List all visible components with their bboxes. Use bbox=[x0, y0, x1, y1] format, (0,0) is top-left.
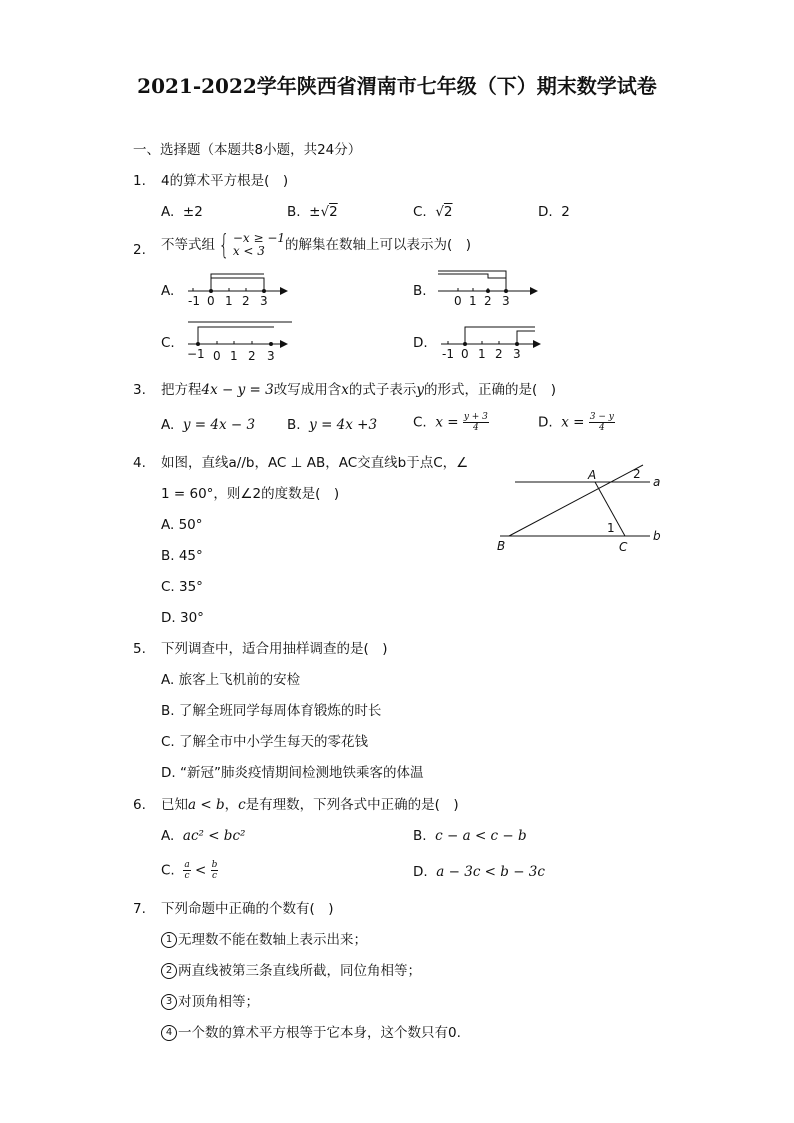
q7-item: 2 两直线被第三条直线所截，同位角相等； bbox=[161, 962, 421, 980]
q4-number: 4. bbox=[133, 455, 146, 471]
q1-option-c: C. √2 bbox=[413, 204, 453, 220]
tick-label: 3 bbox=[267, 349, 275, 363]
q3-stem: 把方程4x − y = 3改写成用含x的式子表示y的形式，正确的是( ) bbox=[161, 382, 557, 398]
q2-label-b: B. bbox=[413, 283, 427, 299]
label-line-b: b bbox=[653, 529, 661, 543]
tick-label: 3 bbox=[502, 294, 510, 308]
sqrt-icon: √ bbox=[320, 204, 330, 220]
q4-stem-line2: 1 = 60°，则∠2的度数是( ) bbox=[161, 486, 340, 502]
tick-label: -1 bbox=[442, 347, 454, 361]
q4-stem-line1: 如图，直线a//b，AC ⊥ AB，AC交直线b于点C，∠ bbox=[161, 455, 469, 471]
tick-label: 0 bbox=[213, 349, 221, 363]
q2-label-a: A. bbox=[161, 283, 175, 299]
q1-option-a: A. ±2 bbox=[161, 204, 203, 220]
page-title: 2021-2022学年陕西省渭南市七年级（下）期末数学试卷 bbox=[137, 74, 657, 98]
q6-option-d: D. a − 3c < b − 3c bbox=[413, 864, 545, 880]
q2-number: 2. bbox=[133, 242, 146, 258]
tick-label: 0 bbox=[207, 294, 215, 308]
q7-item: 4 一个数的算术平方根等于它本身，这个数只有0. bbox=[161, 1024, 461, 1042]
q7-number: 7. bbox=[133, 901, 146, 917]
tick-label: 3 bbox=[513, 347, 521, 361]
q5-option-a: A. 旅客上飞机前的安检 bbox=[161, 672, 301, 688]
tick-label: 1 bbox=[230, 349, 238, 363]
q6-stem: 已知a < b，c是有理数，下列各式中正确的是( ) bbox=[161, 797, 459, 813]
tick-label: 2 bbox=[248, 349, 256, 363]
label-point-a: A bbox=[588, 468, 597, 482]
sqrt-icon: √ bbox=[435, 204, 444, 220]
q5-number: 5. bbox=[133, 641, 146, 657]
tick-label: 1 bbox=[469, 294, 477, 308]
tick-label: 1 bbox=[478, 347, 486, 361]
tick-label: 3 bbox=[260, 294, 268, 308]
q6-option-c: C. $\frac{a}{c}$ < $\frac{b}{c}$ bbox=[161, 860, 218, 881]
tick-label: 2 bbox=[484, 294, 492, 308]
q2-label-d: D. bbox=[413, 335, 428, 351]
q3-number: 3. bbox=[133, 382, 146, 398]
q5-option-b: B. 了解全班同学每周体育锻炼的时长 bbox=[161, 703, 382, 719]
label-point-b: B bbox=[497, 539, 506, 553]
q7-item: 3 对顶角相等； bbox=[161, 993, 259, 1011]
label-point-c: C bbox=[619, 540, 628, 554]
circled-number-icon: 1 bbox=[161, 932, 177, 948]
circled-number-icon: 3 bbox=[161, 994, 177, 1010]
q1-number: 1. bbox=[133, 173, 146, 189]
q4-geometry-figure bbox=[495, 452, 670, 557]
tick-label: −1 bbox=[187, 347, 205, 361]
tick-label: 2 bbox=[495, 347, 503, 361]
q4-option-a: A. 50° bbox=[161, 517, 203, 533]
q5-option-d: D. “新冠”肺炎疫情期间检测地铁乘客的体温 bbox=[161, 765, 424, 781]
q1-option-d: D. 2 bbox=[538, 204, 570, 220]
q1-option-b: B. ±√2 bbox=[287, 204, 338, 220]
q6-option-b: B. c − a < c − b bbox=[413, 828, 527, 844]
q2-label-c: C. bbox=[161, 335, 175, 351]
q4-option-b: B. 45° bbox=[161, 548, 203, 564]
section-heading: 一、选择题（本题共8小题，共24分） bbox=[133, 142, 362, 158]
label-angle-2: 2 bbox=[633, 467, 641, 481]
tick-label: 1 bbox=[225, 294, 233, 308]
q5-stem: 下列调查中，适合用抽样调查的是( ) bbox=[161, 641, 388, 657]
q2-numberline-a bbox=[180, 270, 290, 310]
circled-number-icon: 2 bbox=[161, 963, 177, 979]
q3-option-b: B. y = 4x +3 bbox=[287, 417, 378, 433]
q1-stem: 4的算术平方根是( ) bbox=[161, 173, 289, 189]
label-angle-1: 1 bbox=[607, 521, 615, 535]
q2-numberline-b bbox=[432, 270, 542, 310]
tick-label: -1 bbox=[188, 294, 200, 308]
q2-numberline-c bbox=[180, 318, 300, 362]
q2-stem: 不等式组 { −x ≥ −1 x < 3 的解集在数轴上可以表示为( ) bbox=[161, 228, 472, 261]
circled-number-icon: 4 bbox=[161, 1025, 177, 1041]
q3-option-c: C. x = $\frac{y + 3}{4}$ bbox=[413, 412, 488, 433]
q2-numberline-d bbox=[437, 320, 547, 360]
label-line-a: a bbox=[653, 475, 661, 489]
tick-label: 0 bbox=[454, 294, 462, 308]
line-ab bbox=[509, 465, 643, 536]
q4-option-d: D. 30° bbox=[161, 610, 204, 626]
q5-option-c: C. 了解全市中小学生每天的零花钱 bbox=[161, 734, 369, 750]
tick-label: 2 bbox=[242, 294, 250, 308]
q7-item: 1 无理数不能在数轴上表示出来； bbox=[161, 931, 367, 949]
q7-stem: 下列命题中正确的个数有( ) bbox=[161, 901, 334, 917]
q3-option-d: D. x = $\frac{3 - y}{4}$ bbox=[538, 412, 614, 433]
tick-label: 0 bbox=[461, 347, 469, 361]
q6-number: 6. bbox=[133, 797, 146, 813]
q6-option-a: A. ac² < bc² bbox=[161, 828, 246, 844]
q3-option-a: A. y = 4x − 3 bbox=[161, 417, 256, 433]
q4-option-c: C. 35° bbox=[161, 579, 203, 595]
